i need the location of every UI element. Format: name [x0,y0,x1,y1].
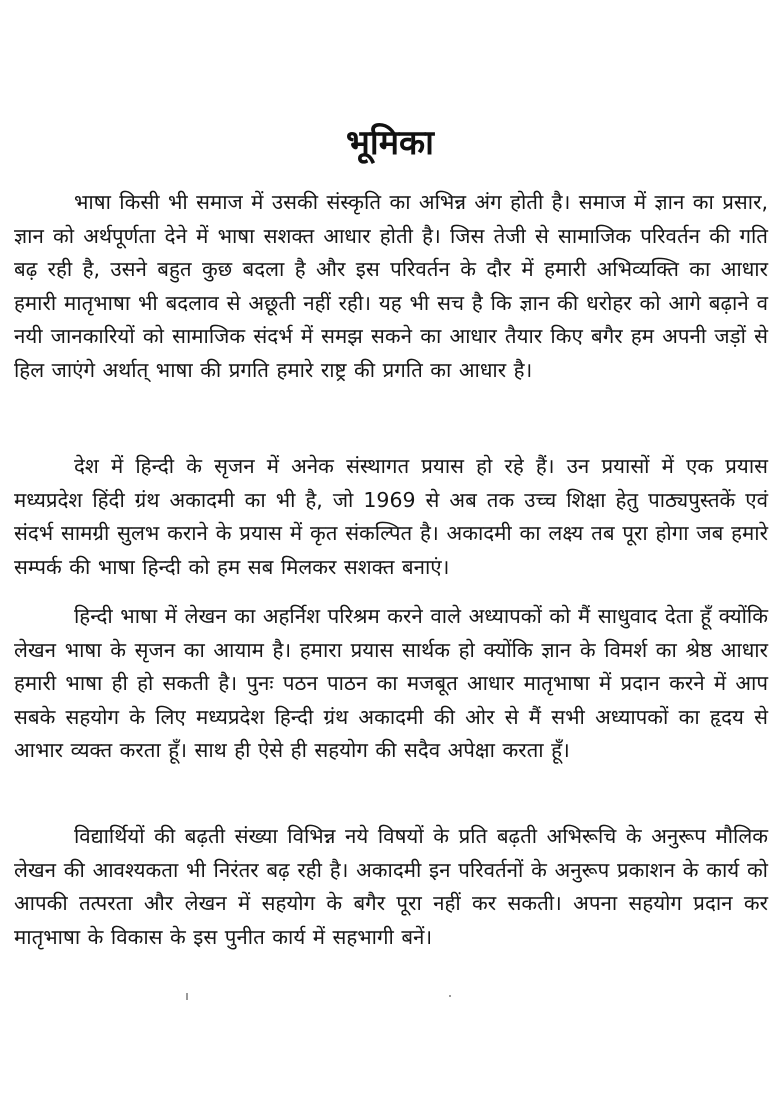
paragraph-3: हिन्दी भाषा में लेखन का अहर्निश परिश्रम करने वाले अध्यापकों को मैं साधुवाद देता हूँ क्योंकि लेखन भाषा के सृजन का आयाम है। हमारा प्रयास सार्थक हो क्योंकि ज्ञान के विमर्श का श्रेष्ठ आधार हमारी भाषा ही हो सकती है। पुनः पठन पाठन का मजबूत आधार मातृभाषा में प्रदान करने में आप सबके सहयोग के लिए मध्यप्रदेश हिन्दी ग्रंथ अकादमी की ओर से मैं सभी अध्यापकों का हृदय से आभार व्यक्त करता हूँ। साथ ही ऐसे ही सहयोग की सदैव अपेक्षा करता हूँ। [14,604,768,763]
page-title: भूमिका [346,123,434,163]
paragraph-4: विद्यार्थियों की बढ़ती संख्या विभिन्न नये विषयों के प्रति बढ़ती अभिरूचि के अनुरूप मौलिक लेखन की आवश्यकता भी निरंतर बढ़ रही है। अकादमी इन परिवर्तनों के अनुरूप प्रकाशन के कार्य को आपकी तत्परता और लेखन में सहयोग के बगैर पूरा नहीं कर सकती। अपना सहयोग प्रदान कर मातृभाषा के विकास के इस पुनीत कार्य में सहभागी बनें। [14,824,768,949]
scan-speck [186,993,188,1000]
scan-speck [449,995,451,997]
paragraph-1: भाषा किसी भी समाज में उसकी संस्कृति का अभिन्न अंग होती है। समाज में ज्ञान का प्रसार, ज्ञान को अर्थपूर्णता देने में भाषा सशक्त आधार होती है। जिस तेजी से सामाजिक परिवर्तन की गति बढ़ रही है, उसने बहुत कुछ बदला है और इस परिवर्तन के दौर में हमारी अभिव्यक्ति का आधार हमारी मातृभाषा भी बदलाव से अछूती नहीं रही। यह भी सच है कि ज्ञान की धरोहर को आगे बढ़ाने व नयी जानकारियों को सामाजिक संदर्भ में समझ सकने का आधार तैयार किए बगैर हम अपनी जड़ों से हिल जाएंगे अर्थात् भाषा की प्रगति हमारे राष्ट्र की प्रगति का आधार है। [14,190,768,382]
paragraph-2: देश में हिन्दी के सृजन में अनेक संस्थागत प्रयास हो रहे हैं। उन प्रयासों में एक प्रयास मध्यप्रदेश हिंदी ग्रंथ अकादमी का भी है, जो 1969 से अब तक उच्च शिक्षा हेतु पाठ्यपुस्तकें एवं संदर्भ सामग्री सुलभ कराने के प्रयास में कृत संकल्पित है। अकादमी का लक्ष्य तब पूरा होगा जब हमारे सम्पर्क की भाषा हिन्दी को हम सब मिलकर सशक्त बनाएं। [14,454,768,579]
